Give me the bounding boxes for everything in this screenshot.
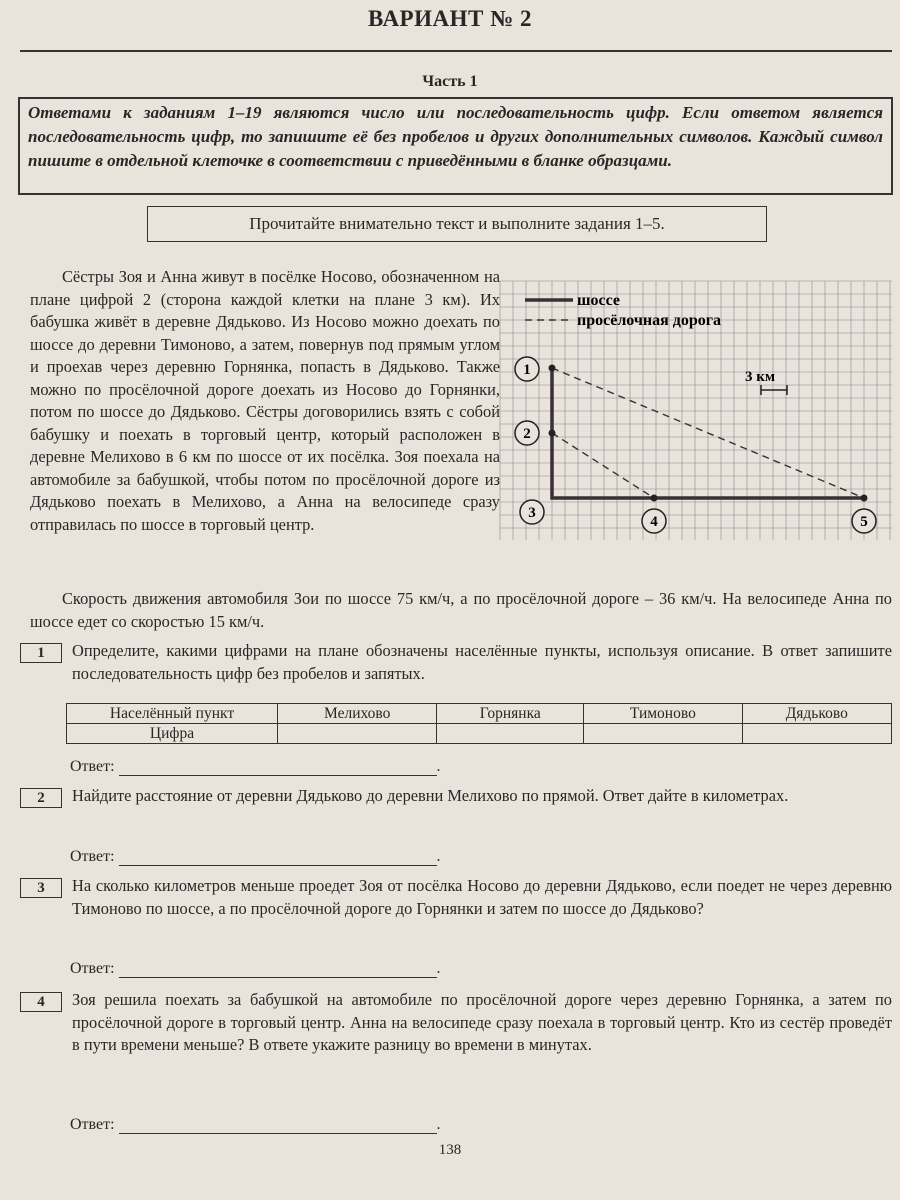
table-answer-cell[interactable]: [742, 724, 891, 744]
question-3-text: На сколько километров меньше проедет Зоя от посёлка Носово до деревни Дядьково, если поедет не через деревню Тимоново по шоссе, а по просёлочной дороге до Горнянки и затем по шоссе до Дядьково?: [72, 876, 892, 918]
point-1-label: 1: [523, 362, 531, 378]
story-text: Сёстры Зоя и Анна живут в посёлке Носово, обозначенном на плане цифрой 2 (сторона каждой клетки на плане 3 км). Их бабушка живёт в деревне Дядьково. Из Носово можно доехать по шоссе до деревни Тимоново, а затем, повернув под прямым углом и проехав через деревню Горнянка, попасть в Дядьково. Также можно по просёлочной дороге доехать из Носово до Горнянки, потом по шоссе до Дядьково. Сёстры договорились взять с собой бабушку и поехать в торговый центр, который расположен в деревне Мелихово в 6 км по шоссе от их посёлка. Зоя поехала на автомобиле за бабушкой, чтобы потом по просёлочной дороге из Дядьково поехать в Мелихово, а Анна на велосипеде сразу отправилась по шоссе в торговый центр.: [30, 267, 500, 534]
point-4-label: 4: [650, 514, 658, 530]
speed-text: Скорость движения автомобиля Зои по шоссе 75 км/ч, а по просёлочной дороге – 36 км/ч. На велосипеде Анна по шоссе едет со скоростью 15 км/ч.: [30, 589, 892, 631]
table-header-cell: Населённый пункт: [67, 704, 278, 724]
answer-3-field[interactable]: [119, 961, 437, 978]
route-map: [497, 278, 895, 543]
point-5-dot: [861, 495, 868, 502]
answer-1-row: Ответ: .: [70, 758, 441, 775]
page-title: ВАРИАНТ № 2: [368, 6, 532, 31]
point-4-marker: [642, 509, 666, 533]
table-header-cell: Тимоново: [584, 704, 742, 724]
question-3-number: 3: [20, 878, 62, 898]
page-number: 138: [438, 1142, 462, 1158]
point-1-marker: [515, 357, 539, 381]
answer-4-label: Ответ:: [70, 1116, 115, 1133]
question-1-text: Определите, какими цифрами на плане обозначены населённые пункты, используя описание. В ответ запишите последовательность цифр без пробелов и запятых.: [72, 641, 892, 683]
point-2-dot: [549, 430, 556, 437]
answer-2-row: Ответ: .: [70, 848, 441, 865]
table-header-cell: Мелихово: [278, 704, 437, 724]
answer-1-field[interactable]: [119, 759, 437, 776]
task-intro-box: Прочитайте внимательно текст и выполните задания 1–5.: [147, 206, 767, 242]
point-1-dot: [549, 365, 556, 372]
point-2-label: 2: [523, 426, 531, 442]
point-3-marker: [520, 500, 544, 524]
answer-4-field[interactable]: [119, 1117, 437, 1134]
answer-4-row: Ответ: .: [70, 1116, 441, 1133]
instructions-box: Ответами к заданиям 1–19 являются число или последовательность цифр. Если ответом является последовательность цифр, то запишите её без пробелов и других дополнительных символов. Каждый символ пишите в отдельной клеточке в соответствии с приведёнными в бланке образцами.: [18, 97, 893, 195]
answer-3-row: Ответ: .: [70, 960, 441, 977]
point-3-label: 3: [528, 505, 536, 521]
point-5-label: 5: [860, 514, 868, 530]
table-header-cell: Дядьково: [742, 704, 891, 724]
legend-dirt-label: просёлочная дорога: [577, 312, 722, 329]
table-header-cell: Горнянка: [437, 704, 584, 724]
dirt-road-2-4: [552, 433, 654, 498]
point-2-marker: [515, 421, 539, 445]
point-5-marker: [852, 509, 876, 533]
legend-highway-label: шоссе: [577, 292, 621, 309]
answer-2-field[interactable]: [119, 849, 437, 866]
question-2-number: 2: [20, 788, 62, 808]
table-answer-cell[interactable]: [584, 724, 742, 744]
question-1-number: 1: [20, 643, 62, 663]
answer-3-label: Ответ:: [70, 960, 115, 977]
question-4-number: 4: [20, 992, 62, 1012]
scale-bar: [761, 385, 787, 395]
table-answer-cell[interactable]: [278, 724, 437, 744]
part-heading: Часть 1: [422, 73, 478, 90]
answer-2-label: Ответ:: [70, 848, 115, 865]
table-answer-cell[interactable]: [437, 724, 584, 744]
point-4-dot: [651, 495, 658, 502]
header-divider: [20, 50, 892, 52]
question-4-text: Зоя решила поехать за бабушкой на автомобиле по просёлочной дороге через деревню Горнянка, а затем по просёлочной дороге в торговый центр. Анна на велосипеде сразу поехала в торговый центр. Кто из сестёр проведёт в пути времени меньше? В ответе укажите разницу во времени в минутах.: [72, 990, 892, 1054]
table-row-label: Цифра: [67, 724, 278, 744]
answer-table: [66, 703, 892, 744]
answer-1-label: Ответ:: [70, 758, 115, 775]
scale-label: 3 км: [745, 369, 776, 385]
question-2-text: Найдите расстояние от деревни Дядьково до деревни Мелихово по прямой. Ответ дайте в километрах.: [72, 786, 789, 805]
